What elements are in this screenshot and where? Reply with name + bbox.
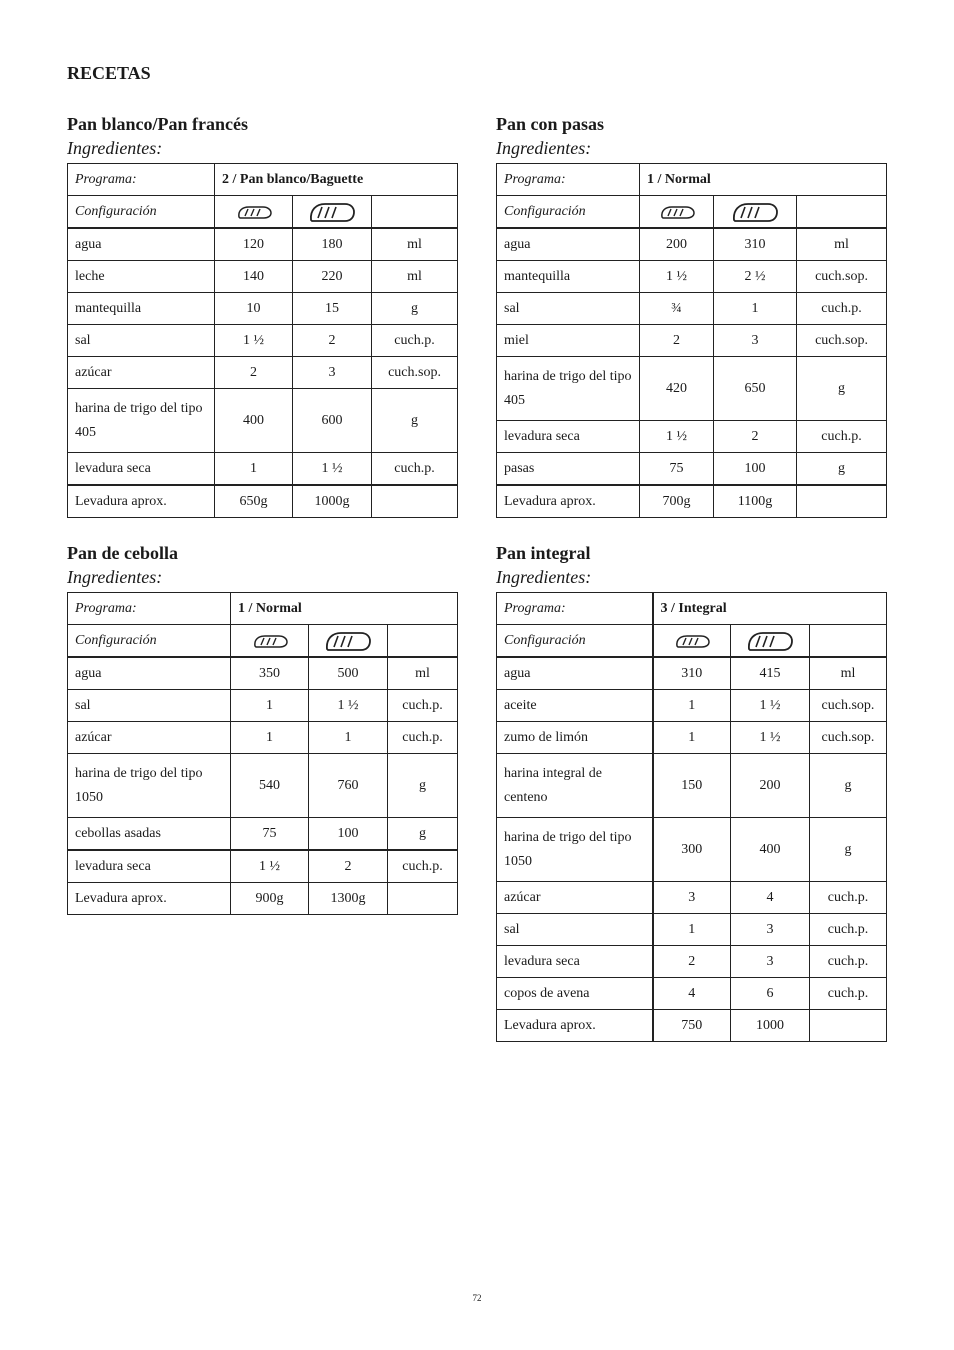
small-loaf-icon: [640, 196, 714, 229]
unit: ml: [810, 657, 887, 690]
amount-small: 1: [231, 722, 309, 754]
recipe-table: [67, 163, 458, 518]
table-row: [68, 657, 458, 690]
amount-small: 1: [653, 690, 731, 722]
amount-small: 300: [653, 818, 731, 882]
amount-small: 1 ½: [640, 261, 714, 293]
config-row: [497, 625, 887, 658]
amount-large: 2: [293, 325, 372, 357]
program-row: [497, 164, 887, 196]
ingredient-name: azúcar: [68, 722, 231, 754]
table-row: [497, 754, 887, 818]
ingredient-name: miel: [497, 325, 640, 357]
unit: ml: [372, 261, 458, 293]
ingredient-name: mantequilla: [497, 261, 640, 293]
recipe-subtitle: Ingredientes:: [496, 567, 592, 587]
unit: cuch.p.: [810, 914, 887, 946]
table-row: [497, 293, 887, 325]
ingredient-name: levadura seca: [68, 850, 231, 883]
amount-small: 150: [653, 754, 731, 818]
yield-label: Levadura aprox.: [68, 485, 215, 518]
recipe-table: [496, 592, 887, 1042]
amount-large: 6: [731, 978, 810, 1010]
amount-small: 310: [653, 657, 731, 690]
large-loaf-icon: [714, 196, 797, 229]
recipe-subtitle: Ingredientes:: [67, 138, 163, 158]
recipe-subtitle: Ingredientes:: [67, 567, 163, 587]
amount-small: 10: [215, 293, 293, 325]
program-row: [497, 593, 887, 625]
config-label: Configuración: [68, 196, 215, 229]
amount-large: 2: [714, 421, 797, 453]
ingredient-name: mantequilla: [68, 293, 215, 325]
table-row: [68, 325, 458, 357]
table-row: [497, 914, 887, 946]
amount-large: 650: [714, 357, 797, 421]
amount-large: 600: [293, 389, 372, 453]
table-row: [68, 818, 458, 851]
yield-small: 900g: [231, 883, 309, 915]
unit: cuch.sop.: [797, 325, 887, 357]
yield-large: 1300g: [309, 883, 388, 915]
unit: g: [388, 754, 458, 818]
unit: ml: [797, 228, 887, 261]
amount-large: 180: [293, 228, 372, 261]
unit: cuch.p.: [810, 882, 887, 914]
ingredient-name: aceite: [497, 690, 653, 722]
unit: g: [797, 453, 887, 486]
unit: cuch.p.: [797, 293, 887, 325]
amount-large: 100: [714, 453, 797, 486]
ingredient-name: copos de avena: [497, 978, 653, 1010]
amount-small: 3: [653, 882, 731, 914]
yield-small: 700g: [640, 485, 714, 518]
program-label: Programa:: [68, 164, 215, 196]
config-empty-cell: [388, 625, 458, 658]
config-row: [68, 625, 458, 658]
yield-unit: [797, 485, 887, 518]
unit: cuch.p.: [372, 325, 458, 357]
amount-large: 500: [309, 657, 388, 690]
config-empty-cell: [372, 196, 458, 229]
amount-large: 1 ½: [731, 722, 810, 754]
unit: cuch.p.: [388, 690, 458, 722]
ingredient-name: agua: [68, 228, 215, 261]
yield-small: 750: [653, 1010, 731, 1042]
amount-small: 4: [653, 978, 731, 1010]
table-row: [68, 228, 458, 261]
amount-small: 2: [215, 357, 293, 389]
table-row: [497, 325, 887, 357]
amount-large: 2 ½: [714, 261, 797, 293]
table-row: [68, 754, 458, 818]
amount-small: 420: [640, 357, 714, 421]
ingredient-name: azúcar: [68, 357, 215, 389]
config-row: [497, 196, 887, 229]
amount-small: 1: [653, 722, 731, 754]
amount-large: 2: [309, 850, 388, 883]
program-row: [68, 593, 458, 625]
amount-large: 415: [731, 657, 810, 690]
amount-large: 1 ½: [293, 453, 372, 486]
ingredient-name: agua: [497, 657, 653, 690]
amount-small: 1: [231, 690, 309, 722]
table-row: [68, 261, 458, 293]
ingredient-name: harina de trigo del tipo 1050: [497, 818, 653, 882]
amount-large: 100: [309, 818, 388, 851]
program-label: Programa:: [497, 593, 653, 625]
unit: cuch.sop.: [810, 722, 887, 754]
table-row: [68, 389, 458, 453]
amount-large: 3: [714, 325, 797, 357]
unit: cuch.p.: [797, 421, 887, 453]
unit: cuch.p.: [810, 978, 887, 1010]
amount-small: 1: [215, 453, 293, 486]
unit: g: [372, 389, 458, 453]
config-empty-cell: [797, 196, 887, 229]
table-row: [68, 850, 458, 883]
large-loaf-icon: [731, 625, 810, 658]
table-row: [68, 690, 458, 722]
ingredient-name: sal: [497, 293, 640, 325]
unit: g: [797, 357, 887, 421]
page-title: RECETAS: [67, 63, 151, 83]
amount-large: 3: [731, 946, 810, 978]
table-row: [497, 978, 887, 1010]
amount-large: 220: [293, 261, 372, 293]
ingredient-name: zumo de limón: [497, 722, 653, 754]
page-number: 72: [472, 1293, 482, 1303]
amount-small: 400: [215, 389, 293, 453]
recipe-title: Pan blanco/Pan francés: [67, 114, 249, 134]
unit: cuch.p.: [388, 722, 458, 754]
unit: g: [372, 293, 458, 325]
table-row: [497, 722, 887, 754]
ingredient-name: harina integral de centeno: [497, 754, 653, 818]
small-loaf-icon: [231, 625, 309, 658]
amount-small: 75: [231, 818, 309, 851]
table-row: [68, 293, 458, 325]
recipe-subtitle: Ingredientes:: [496, 138, 592, 158]
program-label: Programa:: [68, 593, 231, 625]
yield-label: Levadura aprox.: [68, 883, 231, 915]
amount-large: 400: [731, 818, 810, 882]
ingredient-name: levadura seca: [497, 946, 653, 978]
program-value: 3 / Integral: [653, 593, 887, 625]
unit: cuch.sop.: [797, 261, 887, 293]
table-row: [497, 690, 887, 722]
ingredient-name: agua: [497, 228, 640, 261]
amount-small: 540: [231, 754, 309, 818]
program-row: [68, 164, 458, 196]
unit: g: [810, 754, 887, 818]
table-row: [497, 357, 887, 421]
ingredient-name: leche: [68, 261, 215, 293]
program-label: Programa:: [497, 164, 640, 196]
amount-small: 350: [231, 657, 309, 690]
unit: cuch.sop.: [372, 357, 458, 389]
amount-small: 140: [215, 261, 293, 293]
ingredient-name: pasas: [497, 453, 640, 486]
ingredient-name: cebollas asadas: [68, 818, 231, 851]
unit: ml: [388, 657, 458, 690]
unit: cuch.p.: [388, 850, 458, 883]
recipe-title: Pan de cebolla: [67, 543, 178, 563]
table-row: [497, 261, 887, 293]
yield-label: Levadura aprox.: [497, 485, 640, 518]
recipe-pan-integral: [496, 542, 886, 1042]
ingredient-name: sal: [497, 914, 653, 946]
program-value: 1 / Normal: [231, 593, 458, 625]
amount-large: 3: [293, 357, 372, 389]
table-row: [497, 228, 887, 261]
amount-small: 1 ½: [640, 421, 714, 453]
amount-large: 3: [731, 914, 810, 946]
amount-large: 4: [731, 882, 810, 914]
yield-row: [68, 883, 458, 915]
amount-small: 1: [653, 914, 731, 946]
amount-small: ¾: [640, 293, 714, 325]
yield-row: [497, 485, 887, 518]
table-row: [497, 657, 887, 690]
table-row: [497, 818, 887, 882]
recipe-table: [496, 163, 887, 518]
ingredient-name: sal: [68, 325, 215, 357]
table-row: [68, 357, 458, 389]
unit: ml: [372, 228, 458, 261]
yield-unit: [810, 1010, 887, 1042]
amount-large: 310: [714, 228, 797, 261]
yield-label: Levadura aprox.: [497, 1010, 653, 1042]
ingredient-name: sal: [68, 690, 231, 722]
amount-large: 1: [714, 293, 797, 325]
recipe-pan-con-pasas: [496, 113, 886, 518]
amount-small: 1 ½: [231, 850, 309, 883]
table-row: [497, 946, 887, 978]
ingredient-name: azúcar: [497, 882, 653, 914]
yield-row: [497, 1010, 887, 1042]
recipe-title: Pan con pasas: [496, 114, 605, 134]
amount-large: 200: [731, 754, 810, 818]
unit: cuch.sop.: [810, 690, 887, 722]
config-label: Configuración: [68, 625, 231, 658]
recipe-pan-blanco: [67, 113, 457, 518]
yield-unit: [372, 485, 458, 518]
ingredient-name: levadura seca: [497, 421, 640, 453]
amount-large: 760: [309, 754, 388, 818]
amount-small: 120: [215, 228, 293, 261]
config-label: Configuración: [497, 625, 653, 658]
amount-large: 1 ½: [309, 690, 388, 722]
table-row: [497, 421, 887, 453]
recipe-title: Pan integral: [496, 543, 591, 563]
amount-small: 1 ½: [215, 325, 293, 357]
yield-unit: [388, 883, 458, 915]
program-value: 1 / Normal: [640, 164, 887, 196]
table-row: [68, 453, 458, 486]
config-row: [68, 196, 458, 229]
ingredient-name: harina de trigo del tipo 405: [68, 389, 215, 453]
config-label: Configuración: [497, 196, 640, 229]
table-row: [68, 722, 458, 754]
yield-large: 1000: [731, 1010, 810, 1042]
amount-large: 1: [309, 722, 388, 754]
config-empty-cell: [810, 625, 887, 658]
large-loaf-icon: [293, 196, 372, 229]
small-loaf-icon: [653, 625, 731, 658]
ingredient-name: harina de trigo del tipo 1050: [68, 754, 231, 818]
amount-small: 75: [640, 453, 714, 486]
unit: g: [810, 818, 887, 882]
program-value: 2 / Pan blanco/Baguette: [215, 164, 458, 196]
amount-large: 15: [293, 293, 372, 325]
table-row: [497, 453, 887, 486]
amount-small: 2: [653, 946, 731, 978]
yield-small: 650g: [215, 485, 293, 518]
unit: cuch.p.: [372, 453, 458, 486]
amount-small: 2: [640, 325, 714, 357]
yield-large: 1000g: [293, 485, 372, 518]
ingredient-name: harina de trigo del tipo 405: [497, 357, 640, 421]
amount-small: 200: [640, 228, 714, 261]
unit: cuch.p.: [810, 946, 887, 978]
amount-large: 1 ½: [731, 690, 810, 722]
yield-row: [68, 485, 458, 518]
small-loaf-icon: [215, 196, 293, 229]
unit: g: [388, 818, 458, 851]
large-loaf-icon: [309, 625, 388, 658]
ingredient-name: levadura seca: [68, 453, 215, 486]
ingredient-name: agua: [68, 657, 231, 690]
yield-large: 1100g: [714, 485, 797, 518]
recipe-table: [67, 592, 458, 915]
recipe-pan-de-cebolla: [67, 542, 457, 915]
table-row: [497, 882, 887, 914]
